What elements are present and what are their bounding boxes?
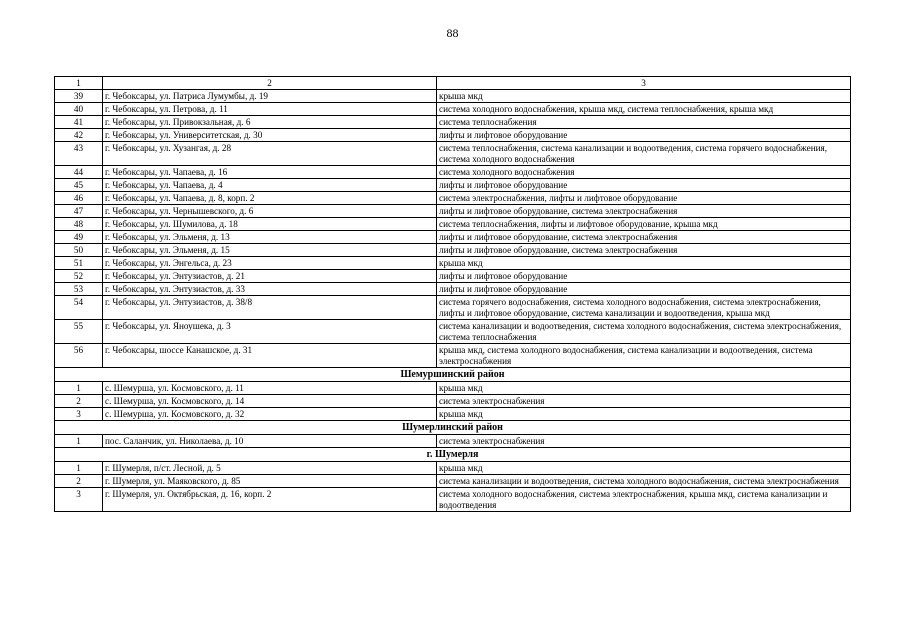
row-number: 47 xyxy=(55,205,103,218)
row-number: 3 xyxy=(55,488,103,512)
table-row xyxy=(55,283,851,296)
section-title: Шумерлинский район xyxy=(55,421,851,435)
row-work-type: система электроснабжения xyxy=(437,435,851,448)
table-row xyxy=(55,166,851,179)
section-header-row xyxy=(55,421,851,435)
row-work-type: крыша мкд xyxy=(437,462,851,475)
table-row xyxy=(55,462,851,475)
row-work-type: крыша мкд xyxy=(437,382,851,395)
row-work-type: система теплоснабжения, лифты и лифтовое оборудование, крыша мкд xyxy=(437,218,851,231)
row-address: г. Чебоксары, ул. Энтузиастов, д. 21 xyxy=(103,270,437,283)
row-address: г. Чебоксары, ул. Яноушека, д. 3 xyxy=(103,320,437,344)
row-address: г. Шумерля, ул. Маяковского, д. 85 xyxy=(103,475,437,488)
row-address: г. Шумерля, ул. Октябрьская, д. 16, корп. 2 xyxy=(103,488,437,512)
row-number: 41 xyxy=(55,116,103,129)
row-work-type: система холодного водоснабжения, система электроснабжения, крыша мкд, система канализации и водоотведения xyxy=(437,488,851,512)
row-address: г. Чебоксары, ул. Чапаева, д. 8, корп. 2 xyxy=(103,192,437,205)
table-row xyxy=(55,296,851,320)
table-row xyxy=(55,218,851,231)
row-work-type: система холодного водоснабжения xyxy=(437,166,851,179)
table-row xyxy=(55,408,851,421)
row-address: пос. Саланчик, ул. Николаева, д. 10 xyxy=(103,435,437,448)
row-number: 43 xyxy=(55,142,103,166)
row-address: г. Чебоксары, ул. Чапаева, д. 16 xyxy=(103,166,437,179)
table-row xyxy=(55,179,851,192)
table-row xyxy=(55,320,851,344)
row-work-type: система теплоснабжения xyxy=(437,116,851,129)
row-address: г. Чебоксары, ул. Петрова, д. 11 xyxy=(103,103,437,116)
table-body xyxy=(55,77,851,512)
row-work-type: крыша мкд xyxy=(437,90,851,103)
section-header-row xyxy=(55,368,851,382)
table-row xyxy=(55,90,851,103)
row-number: 50 xyxy=(55,244,103,257)
row-address: г. Чебоксары, ул. Энтузиастов, д. 33 xyxy=(103,283,437,296)
row-work-type: лифты и лифтовое оборудование, система электроснабжения xyxy=(437,205,851,218)
table-row xyxy=(55,103,851,116)
table-header-row xyxy=(55,77,851,90)
row-address: г. Чебоксары, ул. Шумилова, д. 18 xyxy=(103,218,437,231)
row-address: г. Чебоксары, ул. Привокзальная, д. 6 xyxy=(103,116,437,129)
header-col-number: 1 xyxy=(55,77,103,90)
row-work-type: крыша мкд xyxy=(437,257,851,270)
row-work-type: лифты и лифтовое оборудование xyxy=(437,270,851,283)
row-address: г. Шумерля, п/ст. Лесной, д. 5 xyxy=(103,462,437,475)
table-row xyxy=(55,395,851,408)
row-work-type: система канализации и водоотведения, система холодного водоснабжения, система электроснабжения, система теплоснабжения xyxy=(437,320,851,344)
header-col-work: 3 xyxy=(437,77,851,90)
row-number: 1 xyxy=(55,435,103,448)
row-work-type: лифты и лифтовое оборудование, система электроснабжения xyxy=(437,244,851,257)
table-row xyxy=(55,231,851,244)
row-number: 49 xyxy=(55,231,103,244)
works-table xyxy=(54,76,851,512)
row-number: 40 xyxy=(55,103,103,116)
row-work-type: лифты и лифтовое оборудование xyxy=(437,129,851,142)
row-number: 55 xyxy=(55,320,103,344)
table-row xyxy=(55,344,851,368)
row-number: 56 xyxy=(55,344,103,368)
row-number: 44 xyxy=(55,166,103,179)
header-col-address: 2 xyxy=(103,77,437,90)
table-row xyxy=(55,488,851,512)
row-number: 42 xyxy=(55,129,103,142)
section-title: г. Шумерля xyxy=(55,448,851,462)
row-number: 2 xyxy=(55,395,103,408)
table-row xyxy=(55,192,851,205)
row-work-type: лифты и лифтовое оборудование xyxy=(437,283,851,296)
table-row xyxy=(55,475,851,488)
row-address: г. Чебоксары, ул. Эльменя, д. 13 xyxy=(103,231,437,244)
row-number: 54 xyxy=(55,296,103,320)
row-work-type: крыша мкд xyxy=(437,408,851,421)
row-number: 46 xyxy=(55,192,103,205)
row-number: 39 xyxy=(55,90,103,103)
row-address: г. Чебоксары, ул. Чернышевского, д. 6 xyxy=(103,205,437,218)
row-number: 45 xyxy=(55,179,103,192)
row-work-type: лифты и лифтовое оборудование xyxy=(437,179,851,192)
row-address: г. Чебоксары, ул. Университетская, д. 30 xyxy=(103,129,437,142)
table-row xyxy=(55,205,851,218)
row-number: 48 xyxy=(55,218,103,231)
row-number: 1 xyxy=(55,462,103,475)
row-address: г. Чебоксары, ул. Чапаева, д. 4 xyxy=(103,179,437,192)
table-row xyxy=(55,116,851,129)
row-work-type: система холодного водоснабжения, крыша мкд, система теплоснабжения, крыша мкд xyxy=(437,103,851,116)
row-work-type: система электроснабжения, лифты и лифтовое оборудование xyxy=(437,192,851,205)
table-row xyxy=(55,270,851,283)
row-number: 3 xyxy=(55,408,103,421)
row-work-type: крыша мкд, система холодного водоснабжения, система канализации и водоотведения, система электроснабжения xyxy=(437,344,851,368)
page-number: 88 xyxy=(446,26,459,40)
row-number: 52 xyxy=(55,270,103,283)
row-address: г. Чебоксары, ул. Энтузиастов, д. 38/8 xyxy=(103,296,437,320)
row-address: с. Шемурша, ул. Космовского, д. 11 xyxy=(103,382,437,395)
section-header-row xyxy=(55,448,851,462)
row-address: г. Чебоксары, ул. Эльменя, д. 15 xyxy=(103,244,437,257)
table-row xyxy=(55,435,851,448)
row-address: с. Шемурша, ул. Космовского, д. 14 xyxy=(103,395,437,408)
row-address: г. Чебоксары, ул. Патриса Лумумбы, д. 19 xyxy=(103,90,437,103)
row-work-type: система горячего водоснабжения, система холодного водоснабжения, система электроснабжения, лифты и лифтовое оборудование, система канализации и водоотведения, крыша мкд xyxy=(437,296,851,320)
row-work-type: система электроснабжения xyxy=(437,395,851,408)
row-number: 1 xyxy=(55,382,103,395)
table-row xyxy=(55,142,851,166)
row-number: 53 xyxy=(55,283,103,296)
section-title: Шемуршинский район xyxy=(55,368,851,382)
row-work-type: лифты и лифтовое оборудование, система электроснабжения xyxy=(437,231,851,244)
table-row xyxy=(55,257,851,270)
table-row xyxy=(55,382,851,395)
row-address: г. Чебоксары, шоссе Канашское, д. 31 xyxy=(103,344,437,368)
row-number: 2 xyxy=(55,475,103,488)
table-row xyxy=(55,244,851,257)
row-address: г. Чебоксары, ул. Хузангая, д. 28 xyxy=(103,142,437,166)
row-work-type: система канализации и водоотведения, система холодного водоснабжения, система электроснабжения xyxy=(437,475,851,488)
row-address: г. Чебоксары, ул. Энгельса, д. 23 xyxy=(103,257,437,270)
table-row xyxy=(55,129,851,142)
row-number: 51 xyxy=(55,257,103,270)
row-address: с. Шемурша, ул. Космовского, д. 32 xyxy=(103,408,437,421)
row-work-type: система теплоснабжения, система канализации и водоотведения, система горячего водоснабжения, система холодного водоснабжения xyxy=(437,142,851,166)
